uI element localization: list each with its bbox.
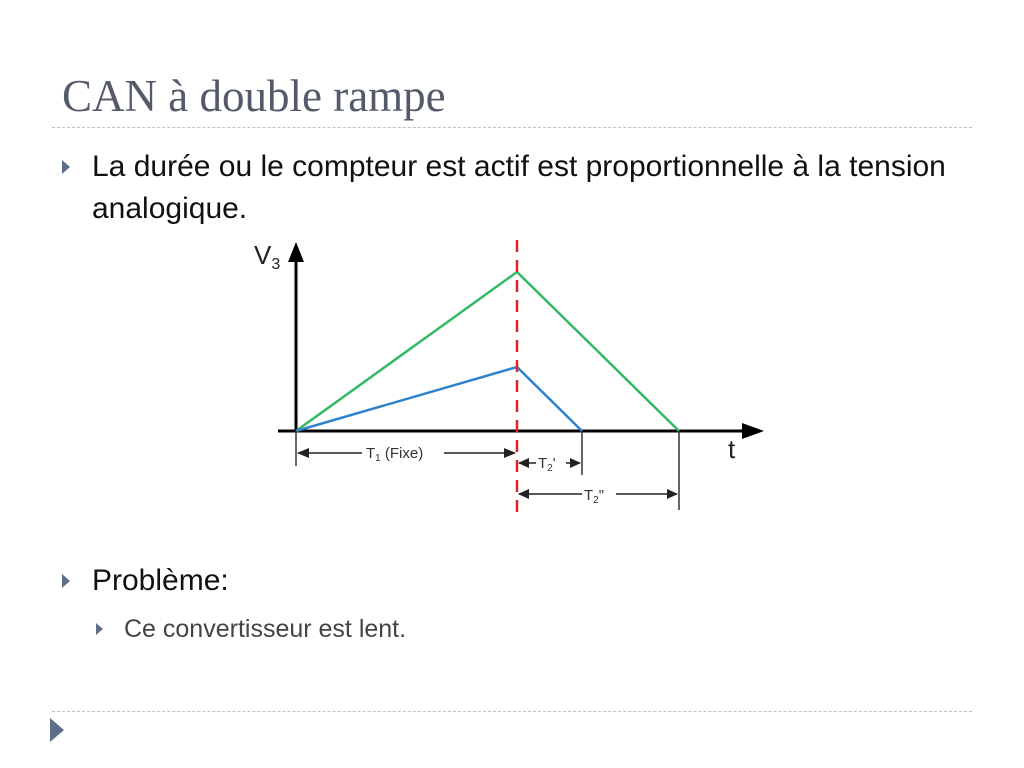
bullet-item (62, 146, 982, 230)
slide-title: CAN à double rampe (62, 71, 446, 121)
triangle-right-icon (62, 574, 70, 588)
sub-bullet-text: Ce convertisseur est lent. (124, 615, 407, 643)
triangle-right-icon (50, 718, 64, 742)
double-ramp-diagram (246, 230, 776, 520)
y-axis-label: V3 (254, 240, 281, 273)
t1-left-arrow-icon (297, 448, 309, 458)
x-axis-label: t (728, 434, 736, 464)
t2b-left-arrow-icon (518, 489, 529, 499)
bullet-item (62, 560, 982, 602)
bullet-text: Problème: (92, 564, 229, 597)
y-axis-arrow-icon (288, 242, 304, 262)
sub-bullet-item (96, 612, 1016, 646)
t2a-left-arrow-icon (518, 458, 529, 468)
high-ramp-line (296, 272, 679, 431)
t2a-label: $T_2'$ (538, 455, 556, 474)
t2a-right-arrow-icon (570, 458, 581, 468)
x-axis-arrow-icon (742, 423, 764, 439)
t2b-label: $T_2$" (584, 487, 605, 506)
t1-label: $T_1$ (Fixe) (366, 445, 424, 464)
bullet-text: La durée ou le compteur est actif est proportionnelle à la tension analogique. (92, 150, 946, 225)
title-divider (52, 127, 972, 128)
footer-divider (52, 711, 972, 712)
t2b-right-arrow-icon (667, 489, 678, 499)
t1-right-arrow-icon (504, 448, 516, 458)
triangle-right-icon (62, 160, 70, 174)
triangle-right-icon (96, 623, 103, 635)
